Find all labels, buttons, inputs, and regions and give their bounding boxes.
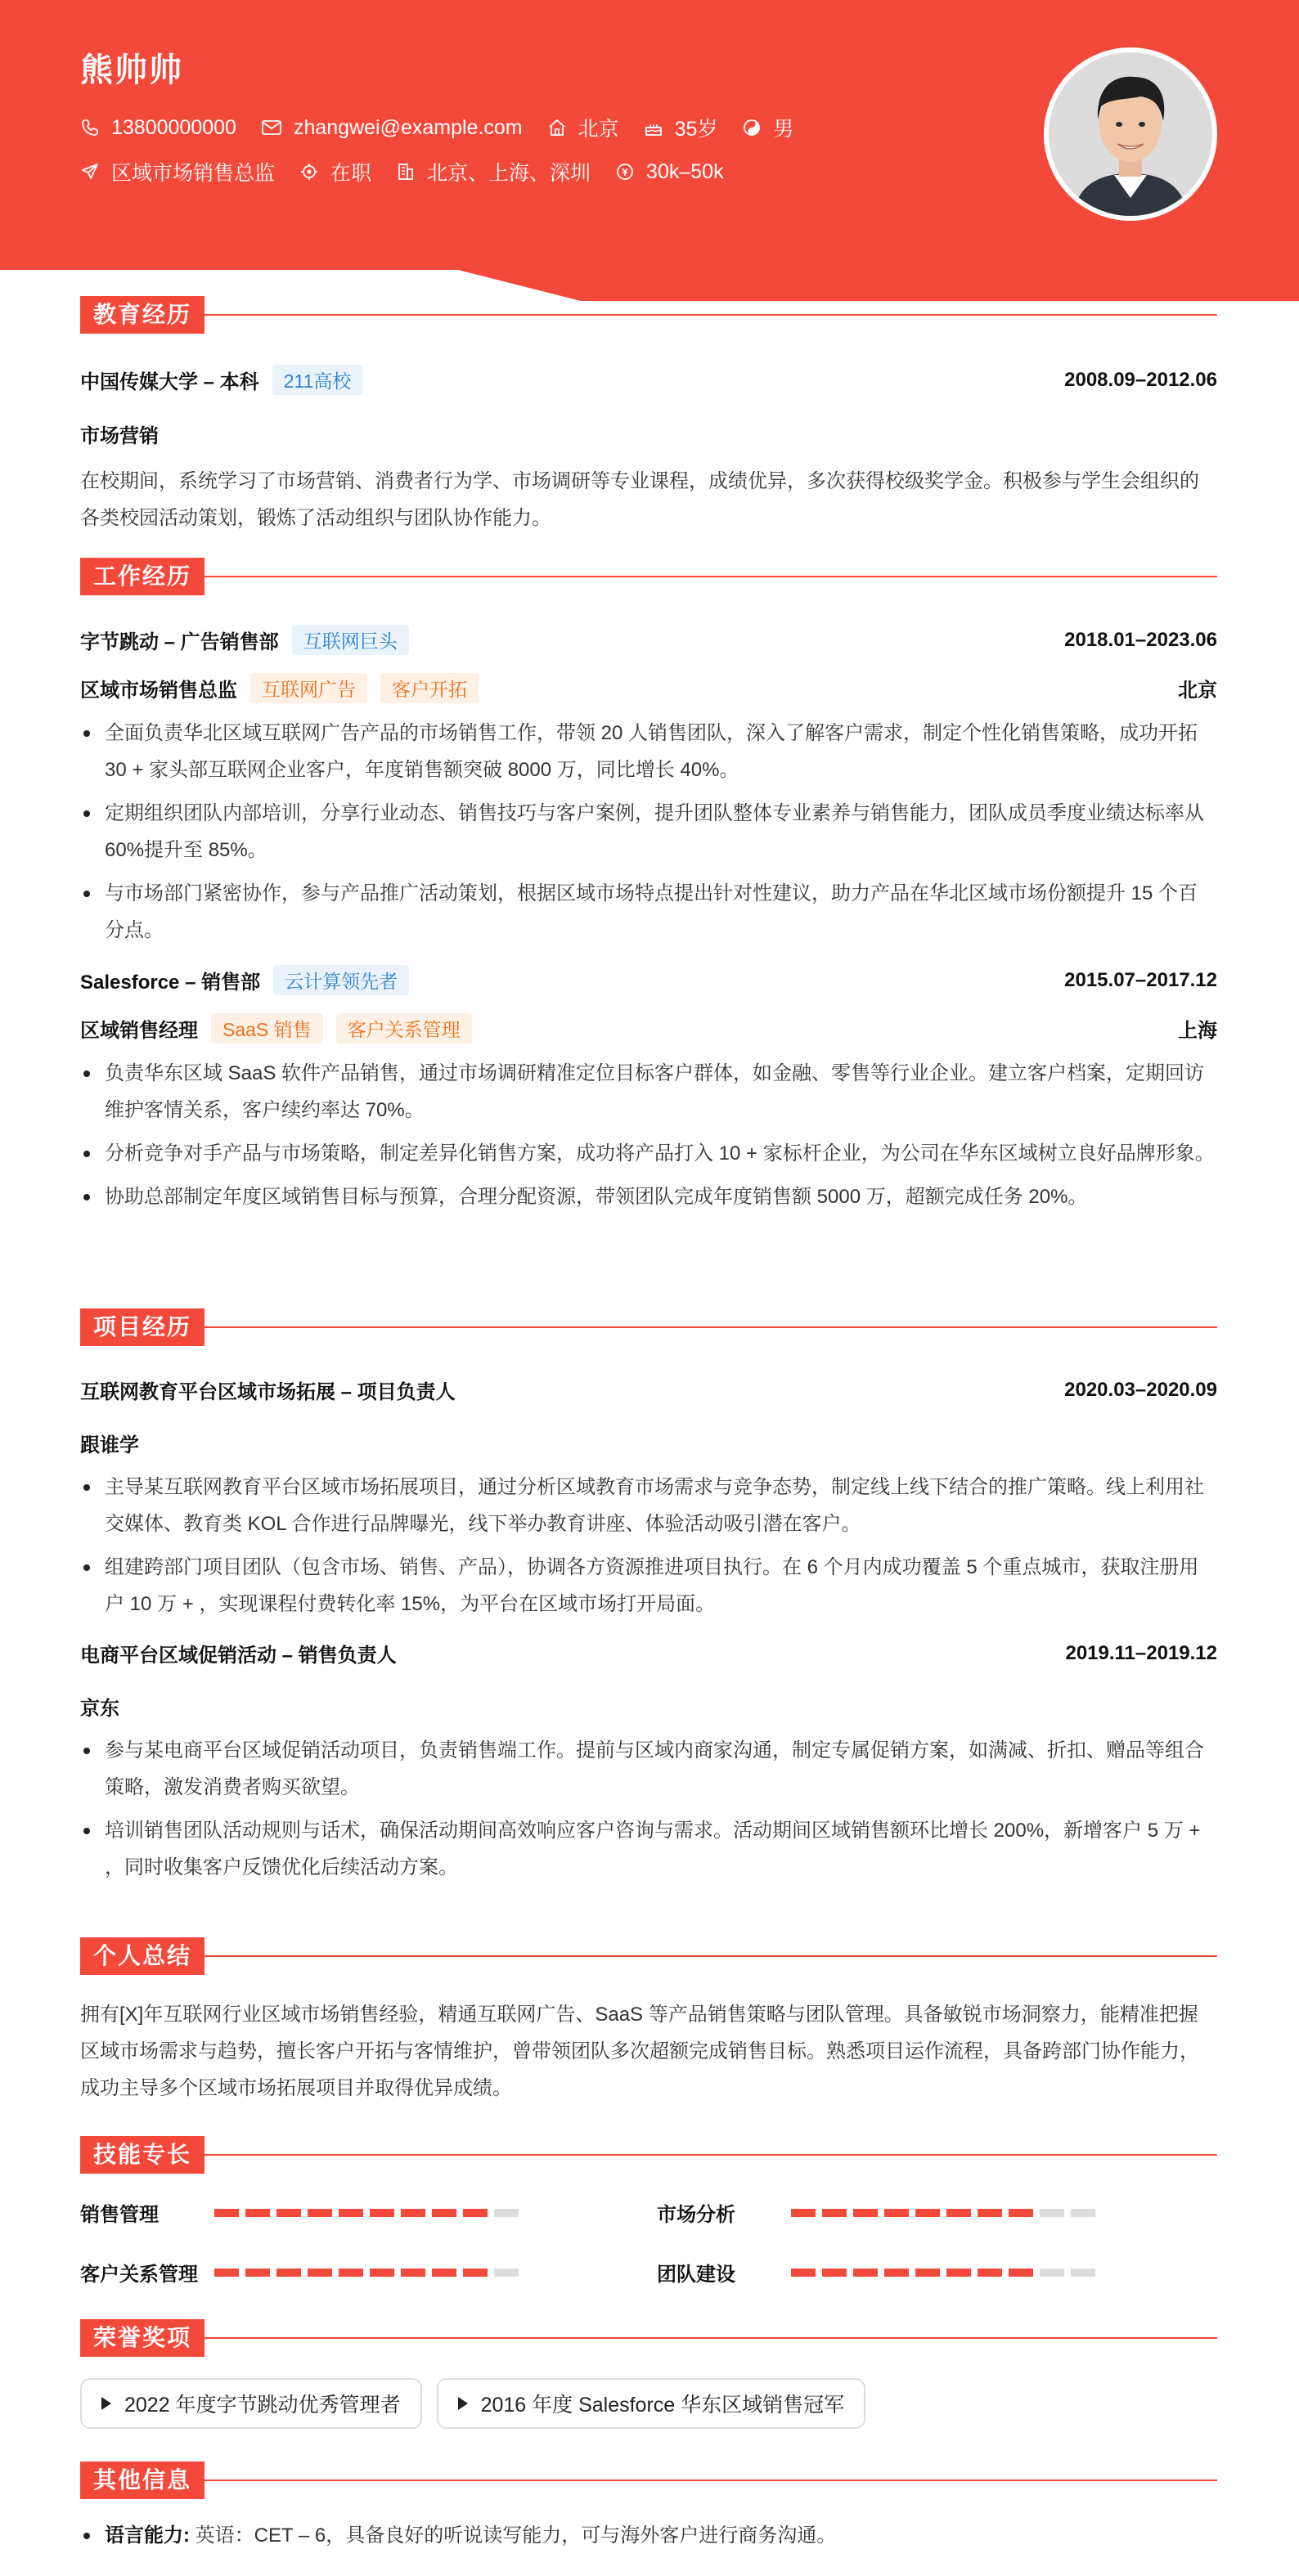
age-text: 35岁 — [674, 118, 718, 141]
project-bullets — [80, 1469, 1217, 1622]
skill-item — [80, 2258, 657, 2287]
play-icon — [458, 2397, 468, 2410]
skill-bar-filled — [915, 2209, 940, 2217]
honor-text: 2022 年度字节跳动优秀管理者 — [124, 2394, 401, 2417]
salary-text: 30k–50k — [646, 159, 724, 183]
list-item: 参与某电商平台区域促销活动项目，负责销售端工作。提前与区域内商家沟通，制定专属促销方案，如满减、折扣、赠品等组合策略，激发消费者购买欲望。 — [80, 1732, 1217, 1806]
job-intent-row — [80, 157, 748, 186]
job-header — [80, 625, 1217, 655]
education-description: 在校期间，系统学习了市场营销、消费者行为学、市场调研等专业课程，成绩优异，多次获得校级奖学金。积极参与学生会组织的各类校园活动策划，锻炼了活动组织与团队协作能力。 — [80, 470, 1199, 529]
skill-bar-filled — [946, 2269, 971, 2277]
other-list — [80, 2517, 1217, 2554]
section-title: 其他信息 — [80, 2462, 205, 2499]
status-text: 在职 — [330, 162, 372, 185]
skill-bar-filled — [214, 2269, 239, 2277]
job-dates: 2015.07–2017.12 — [1064, 968, 1217, 991]
skill-bar-filled — [432, 2209, 456, 2217]
job-role: 区域销售经理 — [80, 1020, 198, 1042]
skill-bar-filled — [884, 2209, 909, 2217]
job-bullets — [80, 1055, 1217, 1215]
project-dates: 2019.11–2019.12 — [1065, 1641, 1217, 1664]
project-entry — [80, 1376, 1217, 1622]
building-icon — [396, 162, 416, 182]
skill-bar-empty — [1071, 2269, 1095, 2277]
other-section — [80, 2462, 1217, 2560]
section-header — [80, 2462, 1217, 2499]
job-dates: 2018.01–2023.06 — [1064, 628, 1217, 651]
skills-section — [80, 2136, 1217, 2287]
job-header — [80, 965, 1217, 995]
job-role-row — [80, 673, 1217, 703]
gender-text: 男 — [773, 118, 794, 141]
section-title: 荣誉奖项 — [80, 2319, 205, 2357]
skill-bar-filled — [308, 2209, 332, 2217]
section-header — [80, 1308, 1217, 1346]
money-icon — [615, 162, 635, 182]
list-item: 培训销售团队活动规则与话术，确保活动期间高效响应客户咨询与需求。活动期间区域销售额环比增长 200%，新增客户 5 万 + ，同时收集客户反馈优化后续活动方案。 — [80, 1812, 1217, 1886]
skill-bar-filled — [853, 2269, 878, 2277]
job-entry — [80, 625, 1217, 949]
job-location: 上海 — [1178, 1020, 1217, 1042]
role-tag: 互联网广告 — [250, 673, 367, 703]
avatar-photo — [1049, 52, 1212, 216]
section-header — [80, 2136, 1217, 2174]
project-header — [80, 1639, 1217, 1667]
list-item: 分析竞争对手产品与市场策略，制定差异化销售方案，成功将产品打入 10 + 家标杆企业，为公司在华东区域树立良好品牌形象。 — [80, 1135, 1217, 1172]
skill-bar-empty — [494, 2209, 519, 2217]
skill-bar-filled — [401, 2269, 425, 2277]
school-tag: 211高校 — [272, 365, 363, 395]
project-name: 互联网教育平台区域市场拓展 – 项目负责人 — [80, 1381, 456, 1403]
age-item — [644, 113, 718, 142]
skill-bar-filled — [432, 2269, 456, 2277]
candidate-name: 熊帅帅 — [80, 52, 183, 88]
skill-bar-filled — [822, 2269, 847, 2277]
gender-item — [742, 113, 793, 142]
avatar — [1044, 47, 1217, 221]
section-divider — [205, 1326, 1217, 1328]
skill-bar-filled — [401, 2209, 425, 2217]
skill-bar-filled — [370, 2209, 394, 2217]
project-org: 跟谁学 — [80, 1434, 139, 1456]
list-item: 与市场部门紧密协作，参与产品推广活动策划，根据区域市场特点提出针对性建议，助力产品在华北区域市场份额提升 15 个百分点。 — [80, 875, 1217, 949]
skill-bar-empty — [1040, 2269, 1064, 2277]
job-entry — [80, 965, 1217, 1215]
language-label: 语言能力: — [105, 2524, 190, 2547]
role-tag: SaaS 销售 — [211, 1013, 323, 1043]
honor-badge — [80, 2378, 422, 2429]
project-entry — [80, 1639, 1217, 1886]
major: 市场营销 — [80, 425, 159, 447]
skill-bar-filled — [214, 2209, 239, 2217]
skill-bar-filled — [308, 2269, 332, 2277]
skill-bar-filled — [853, 2209, 878, 2217]
language-value: 英语：CET – 6，具备良好的听说读写能力，可与海外客户进行商务沟通。 — [195, 2524, 837, 2547]
skill-bar-filled — [276, 2209, 301, 2217]
position-text: 区域市场销售总监 — [111, 162, 276, 185]
phone-item — [80, 116, 236, 140]
skill-bar-filled — [946, 2209, 971, 2217]
section-header — [80, 2319, 1217, 2357]
city-text: 北京 — [578, 118, 619, 141]
company-name: Salesforce – 销售部 — [80, 972, 261, 994]
list-item: 主导某互联网教育平台区域市场拓展项目，通过分析区域教育市场需求与竞争态势，制定线上线下结合的推广策略。线上利用社交媒体、教育类 KOL 合作进行品牌曝光，线下举办教育讲座、体验活动吸引潜在客户。 — [80, 1469, 1217, 1542]
skill-bar-empty — [494, 2269, 519, 2277]
section-title: 个人总结 — [80, 1937, 205, 1975]
email-text[interactable]: zhangwei@example.com — [293, 115, 523, 139]
company-tag: 互联网巨头 — [292, 625, 409, 655]
section-header — [80, 558, 1217, 595]
mail-icon — [261, 119, 282, 137]
skill-bar-filled — [978, 2269, 1002, 2277]
section-divider — [205, 2480, 1217, 2481]
home-icon — [547, 118, 567, 137]
job-role: 区域市场销售总监 — [80, 680, 237, 702]
skill-item — [657, 2258, 1217, 2287]
role-tag: 客户关系管理 — [336, 1013, 472, 1043]
project-name: 电商平台区域促销活动 – 销售负责人 — [80, 1645, 397, 1667]
list-item: 组建跨部门项目团队（包含市场、销售、产品），协调各方资源推进项目执行。在 6 个月内成功覆盖 5 个重点城市，获取注册用户 10 万 + ，实现课程付费转化率 15%，为平台在区域市场打开局面。 — [80, 1549, 1217, 1622]
section-divider — [205, 576, 1217, 577]
skill-bar-filled — [245, 2209, 270, 2217]
target-cities-text: 北京、上海、深圳 — [427, 162, 591, 185]
skill-item — [80, 2198, 657, 2227]
skill-bar-filled — [276, 2269, 301, 2277]
honors-list — [80, 2378, 1217, 2429]
honor-text: 2016 年度 Salesforce 华东区域销售冠军 — [480, 2394, 845, 2417]
skill-bar-empty — [1071, 2209, 1095, 2217]
skill-bar-filled — [245, 2269, 270, 2277]
job-role-left — [80, 1013, 472, 1043]
salary-item — [615, 160, 724, 184]
list-item: 负责华东区域 SaaS 软件产品销售，通过市场调研精准定位目标客户群体，如金融、零售等行业企业。建立客户档案，定期回访维护客情关系，客户续约率达 70%。 — [80, 1055, 1217, 1129]
skill-level-bar — [214, 2269, 525, 2277]
summary-section — [80, 1937, 1217, 2107]
project-org: 京东 — [80, 1698, 119, 1720]
section-divider — [205, 2337, 1217, 2339]
skill-bar-filled — [339, 2269, 363, 2277]
education-entry-header — [80, 365, 1217, 395]
list-item: 定期组织团队内部培训，分享行业动态、销售技巧与客户案例，提升团队整体专业素养与销售能力，团队成员季度业绩达标率从 60%提升至 85%。 — [80, 795, 1217, 868]
email-item — [261, 116, 523, 140]
list-item: 协助总部制定年度区域销售目标与预算，合理分配资源，带领团队完成年度销售额 5000 万，超额完成任务 20%。 — [80, 1178, 1217, 1215]
job-location: 北京 — [1178, 680, 1217, 702]
skill-bar-filled — [791, 2269, 816, 2277]
position-item — [80, 157, 275, 186]
skill-level-bar — [791, 2269, 1102, 2277]
job-header-left — [80, 625, 409, 655]
skill-bar-filled — [978, 2209, 1002, 2217]
company-tag: 云计算领先者 — [273, 965, 409, 995]
skill-level-bar — [791, 2209, 1102, 2217]
skill-bar-filled — [463, 2269, 488, 2277]
skill-bar-filled — [1009, 2269, 1033, 2277]
company-name: 字节跳动 – 广告销售部 — [80, 631, 279, 653]
target-cities-item — [396, 157, 591, 186]
skill-name: 客户关系管理 — [80, 2264, 198, 2286]
skill-name: 团队建设 — [657, 2264, 735, 2286]
city-item — [547, 113, 619, 142]
section-divider — [205, 2154, 1217, 2156]
cake-icon — [644, 118, 663, 137]
education-section — [80, 296, 1217, 536]
section-header — [80, 1937, 1217, 1975]
phone-icon — [80, 118, 100, 137]
section-divider — [205, 1955, 1217, 1957]
job-header-left — [80, 965, 409, 995]
skill-bar-filled — [884, 2269, 909, 2277]
status-item — [299, 157, 371, 186]
skill-bar-filled — [791, 2209, 816, 2217]
list-item — [80, 2517, 1217, 2554]
skill-bar-filled — [915, 2269, 940, 2277]
role-tag: 客户开拓 — [380, 673, 479, 703]
school-name: 中国传媒大学 – 本科 — [80, 371, 259, 393]
list-item: 全面负责华北区域互联网广告产品的市场销售工作，带领 20 人销售团队，深入了解客户需求，制定个性化销售策略，成功开拓 30 + 家头部互联网企业客户，年度销售额突破 8000 万，同比增长 40%。 — [80, 715, 1217, 788]
projects-section — [80, 1308, 1217, 1892]
education-entry-left — [80, 365, 362, 395]
job-role-left — [80, 673, 479, 703]
phone-text[interactable]: 13800000000 — [111, 115, 236, 139]
resume-header — [0, 0, 1299, 303]
skill-bar-filled — [822, 2209, 847, 2217]
status-icon — [299, 162, 319, 182]
education-dates: 2008.09–2012.06 — [1064, 368, 1217, 391]
contact-row — [80, 113, 818, 142]
skill-level-bar — [214, 2209, 525, 2217]
section-title: 教育经历 — [80, 296, 205, 334]
section-title: 技能专长 — [80, 2136, 205, 2174]
project-header — [80, 1376, 1217, 1404]
play-icon — [101, 2397, 111, 2410]
skill-bar-filled — [463, 2209, 488, 2217]
work-section — [80, 558, 1217, 1222]
skill-name: 市场分析 — [657, 2204, 735, 2226]
skill-name: 销售管理 — [80, 2204, 159, 2226]
send-icon — [80, 162, 100, 182]
honors-section — [80, 2319, 1217, 2429]
section-title: 项目经历 — [80, 1308, 205, 1346]
skill-bar-filled — [339, 2209, 363, 2217]
project-dates: 2020.03–2020.09 — [1064, 1378, 1217, 1401]
section-divider — [205, 314, 1217, 316]
gender-icon — [742, 118, 762, 137]
job-bullets — [80, 715, 1217, 949]
honor-badge — [437, 2378, 866, 2429]
skill-item — [657, 2198, 1217, 2227]
section-title: 工作经历 — [80, 558, 205, 595]
skill-bar-filled — [1009, 2209, 1033, 2217]
skill-bar-filled — [370, 2269, 394, 2277]
project-bullets — [80, 1732, 1217, 1886]
summary-text: 拥有[X]年互联网行业区域市场销售经验，精通互联网广告、SaaS 等产品销售策略与团队管理。具备敏锐市场洞察力，能精准把握区域市场需求与趋势，擅长客户开拓与客情维护，曾带领团队多次超额完成销售目标。熟悉项目运作流程，具备跨部门协作能力，成功主导多个区域市场拓展项目并取得优异成绩。 — [80, 2004, 1199, 2099]
job-role-row — [80, 1013, 1217, 1043]
section-header — [80, 296, 1217, 334]
skill-bar-empty — [1040, 2209, 1064, 2217]
skills-grid — [80, 2198, 1217, 2287]
